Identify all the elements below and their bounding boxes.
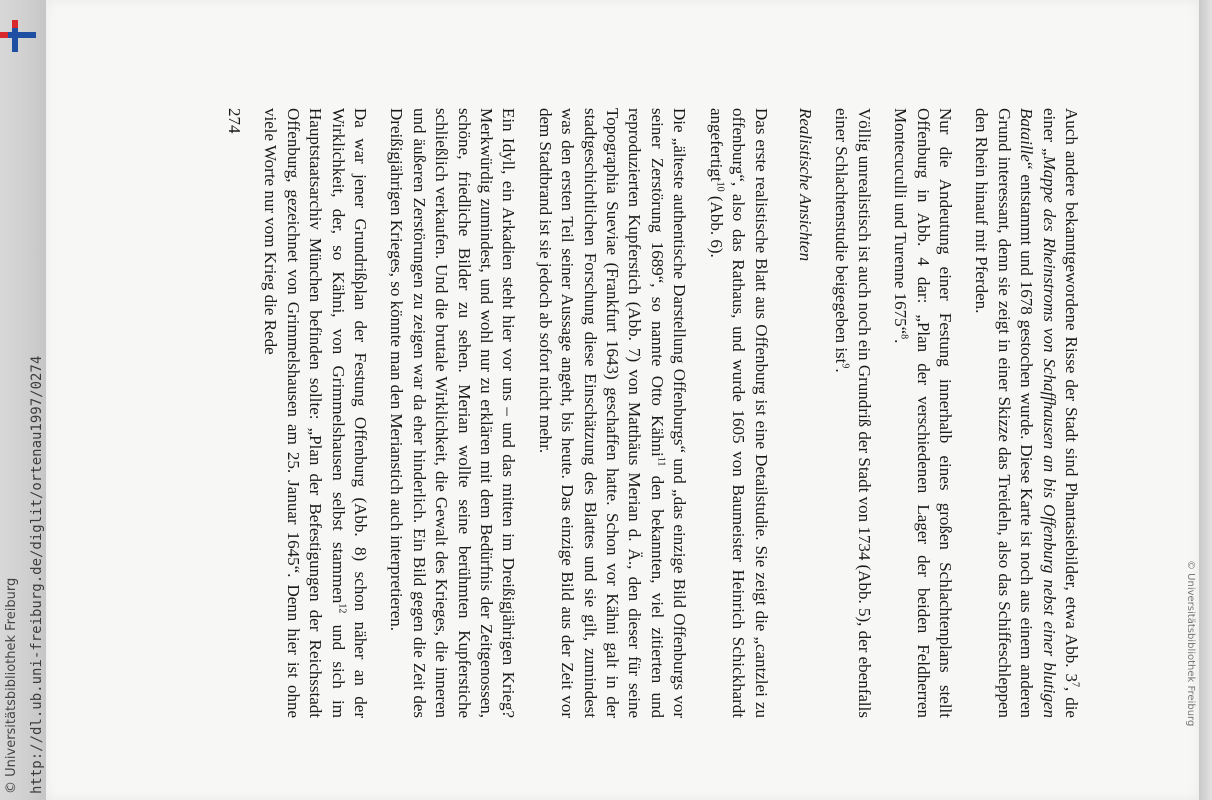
right-edge-notice: © Universitätsbibliothek Freiburg [1185,560,1196,727]
paragraph: Das erste realistische Blatt aus Offenburg ist eine Detailstudie. Sie zeigt die „cantzlei zu offenburg“, also das Rathaus, und wurde 1605 von Baumeister Heinrich Schickhardt angefertigt$^{10}$ (Abb. 6). [706,108,771,718]
paragraph: Nur die Andeutung einer Festung innerhalb eines großen Schlachtenplans stellt Offenburg in Abb. 4 dar: „Plan der verschiedenen Lager der beiden Feldherren Montecuculli und Turenne 1675“$^8$. [891,108,955,718]
page-number: 274 [225,108,244,134]
viewer-left-margin [0,0,46,800]
map-title: Mappe des Rheinstroms von Schaffhausen an bis Offenburg nebst einer blutigen Bataille [1017,108,1059,718]
document-url[interactable]: http://dl.ub.uni-freiburg.de/diglit/ortenau1997/0274 [29,355,45,794]
copyright-notice: © Universitätsbibliothek Freiburg [4,577,19,794]
library-logo-icon [0,18,36,54]
page-text [209,108,1082,718]
footnote-ref: 9 [840,363,851,369]
paragraph: Ein Idyll, ein Arkadien steht hier vor uns – und das mitten im Dreißigjährigen Krieg? Merkwürdig zumindest, und wohl nur zu erklären mit dem Bedürfnis der Zeitgenossen, schöne, friedliche Bilder zu sehen. Merian wollte seine berühmten Kupferstiche schließlich verkaufen. Und die brutale Wirklichkeit, die Gewalt des Krieges, die inneren und äußeren Zerstörungen zu zeigen war da eher hinderlich. Ein Bild gegen die Zeit des Dreißigjährigen Krieges, so könnte man den Merianstich auch interpretieren. [387,108,519,718]
paragraph: Völlig unrealistisch ist auch noch ein Grundriß der Stadt von 1734 (Abb. 5), der ebenfalls einer Schlachtenstudie beigegeben ist$^9$. [832,108,874,718]
footnote-ref: 10 [714,181,726,192]
footnote-ref: 12 [336,603,348,614]
footnote-ref: 7 [1069,681,1081,687]
footnote-ref: 8 [898,334,910,340]
viewer-right-margin [1199,0,1212,800]
footnote-ref: 11 [655,456,667,467]
paragraph: Die „älteste authentische Darstellung Offenburgs“ und „das einzige Bild Offenburgs vor seiner Zerstörung 1689“, so nannte Otto Kähni$^{11}$ den bekannten, viel zitierten und reproduzierten Kupferstich (Abb. 7) von Matthäus Merian d. Ä., den dieser für seine Topographia Sueviae (Frankfurt 1643) geschaffen hatte. Schon vor Kähni galt in der stadtgeschichtlichen Forschung diese Einschätzung des Blattes und sie gilt, zumindest was den ersten Teil seiner Aussage angeht, bis heute. Das einzige Bild aus der Zeit vor dem Stadtbrand ist sie jedoch ab sofort nicht mehr. [535,108,690,718]
paragraph: Auch andere bekanntgewordene Risse der Stadt sind Phantasiebilder, etwa Abb. $3^7$, die einer „Mappe des Rheinstroms von Schaffhausen an bis Offenburg nebst einer blutigen Bataille“ entstammt und 1678 gestochen wurde. Diese Karte ist noch aus einem anderen Grund interessant, denn sie zeigt in einer Skizze das Treideln, also das Schiffeschleppen den Rhein hinauf mit Pferden. [972,108,1081,718]
paragraph: Da war jener Grundrißplan der Festung Offenburg (Abb. 8) schon näher an der Wirklichkeit, der, so Kähni, von Grimmelshausen selbst stammen$^{12}$ und sich im Hauptstaatsarchiv München befinden sollte: „Plan der Befestigungen der Reichsstadt Offenburg, gezeichnet von Grimmelshausen am 25. Januar 1645“. Denn hier ist ohne viele Worte nur vom Krieg die Rede [261,108,371,718]
section-heading: Realistische Ansichten [795,108,815,262]
